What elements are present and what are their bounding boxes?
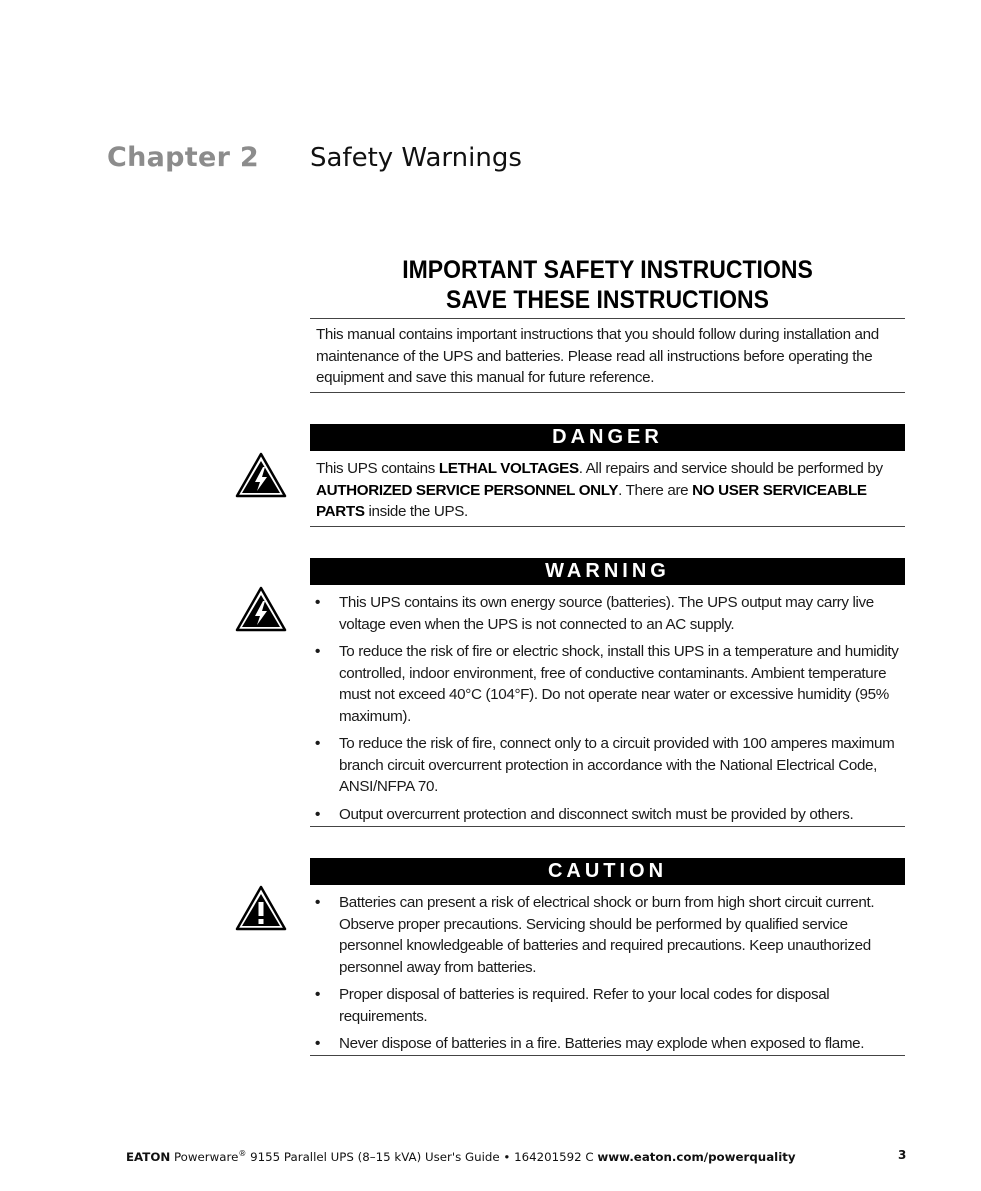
list-item: • Output overcurrent protection and disconnect switch must be provided by others. [315,805,854,823]
list-item: • Batteries can present a risk of electrical shock or burn from high short circuit current. Observe proper precautions. Servicing should be performed by qualified service personnel knowledgeable of batteries and required precautions. Keep unauthorized personnel away from batteries. [315,894,875,976]
list-item: • To reduce the risk of fire, connect only to a circuit provided with 100 amperes maximum branch circuit overcurrent protection in accordance with the National Electrical Code, ANSI/NFPA 70. [315,735,895,795]
page-number: 3 [898,1148,907,1162]
heading-line-1: IMPORTANT SAFETY INSTRUCTIONS [402,256,813,284]
list-item: • This UPS contains its own energy source (batteries). The UPS output may carry live voltage even when the UPS is not connected to an AC supply. [315,594,874,633]
heading-line-2: SAVE THESE INSTRUCTIONS [446,286,769,314]
list-item: • Never dispose of batteries in a fire. Batteries may explode when exposed to flame. [315,1035,865,1052]
lightning-hazard-icon [235,585,287,633]
divider [310,1055,905,1056]
list-item: • To reduce the risk of fire or electric shock, install this UPS in a temperature and humidity controlled, indoor environment, free of conductive contaminants. Ambient temperature must not exceed 40°C (104°F). Do not operate near water or excessive humidity (95% maximum). [315,643,899,725]
chapter-title: Safety Warnings [310,143,522,173]
divider [310,826,905,827]
divider [310,318,905,319]
caution-banner: CAUTION [310,858,905,885]
lightning-hazard-icon [235,451,287,499]
divider [310,392,905,393]
divider [310,526,905,527]
chapter-number: Chapter 2 [107,142,260,173]
footer-url: www.eaton.com/powerquality [597,1149,796,1164]
list-item: • Proper disposal of batteries is required. Refer to your local codes for disposal requirements. [315,986,830,1025]
warning-list [310,592,905,831]
exclamation-hazard-icon [235,884,287,932]
danger-text: This UPS contains LETHAL VOLTAGES. All repairs and service should be performed by AUTHORIZED SERVICE PERSONNEL ONLY. There are NO USER SERVICEABLE PARTS inside the UPS. [316,460,883,520]
page-footer: EATON Powerware® 9155 Parallel UPS (8–15 kVA) User's Guide • 164201592 C www.eaton.com/powerquality [126,1149,796,1164]
danger-banner: DANGER [310,424,905,451]
intro-paragraph: This manual contains important instructions that you should follow during installation and maintenance of the UPS and batteries. Please read all instructions before operating the equipment and save this manual for future reference. [316,326,879,386]
warning-banner: WARNING [310,558,905,585]
caution-list [310,892,905,1061]
